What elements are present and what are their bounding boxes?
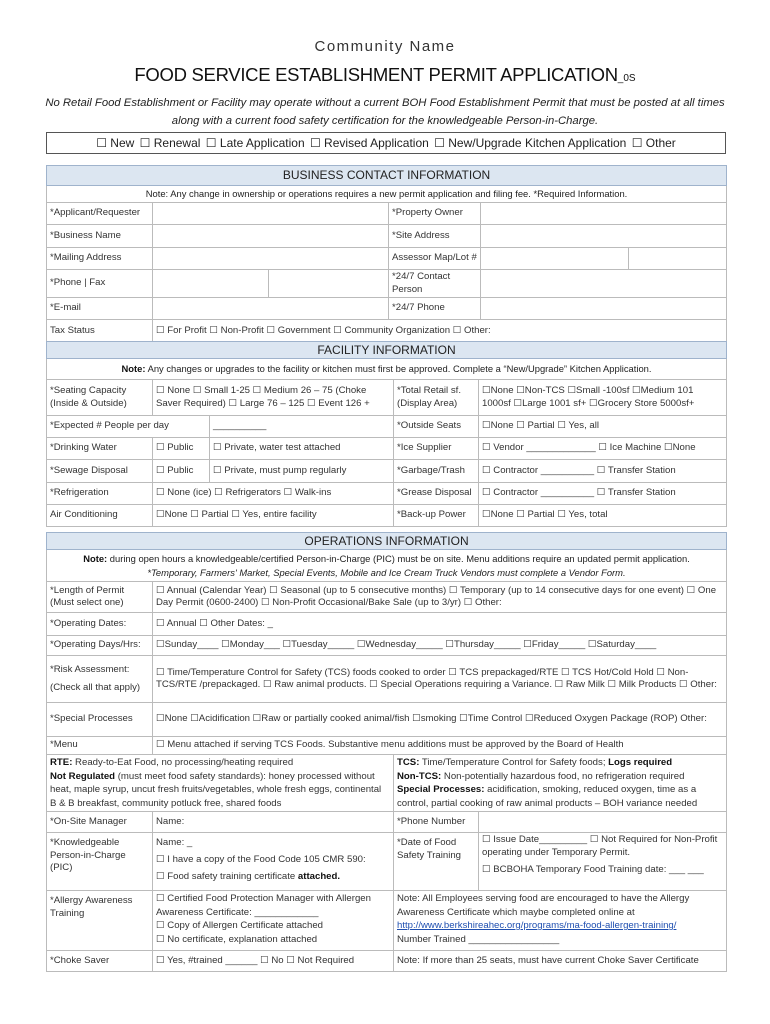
training-options	[479, 833, 727, 891]
kpic-fields	[153, 833, 394, 891]
risk-assessment-label	[47, 656, 153, 703]
assessor-field-2[interactable]	[629, 248, 727, 270]
community-name: Community Name	[314, 38, 456, 55]
not-regulated-definition: (must meet food safety standards): honey processed without heat, maple syrup, uncut fresh fruits/vegetables, whole fresh eggs, continental B & B breakfast, community potluck free, shared foods	[50, 770, 382, 809]
logs-required: Logs required	[608, 757, 673, 768]
non-tcs-definition: Non-potentially hazardous food, no refrigeration required	[441, 770, 685, 782]
tcs-term: TCS:	[397, 757, 420, 768]
garbage-label: *Garbage/Trash	[394, 460, 479, 483]
phone-number-label: *Phone Number	[394, 812, 479, 833]
special-processes-definition: acidification, smoking, reduced oxygen, time as a control, partial cooking of raw animal products – BOH variance needed	[397, 784, 698, 809]
water-public[interactable]: ☐ Public	[153, 438, 210, 460]
grease-options[interactable]: ☐ Contractor __________ ☐ Transfer Station	[479, 483, 727, 505]
app-type-renewal[interactable]: ☐ Renewal	[139, 136, 201, 150]
operations-note	[47, 550, 727, 582]
operating-dates-label: *Operating Dates:	[47, 613, 153, 636]
training-date-label: *Date of Food Safety Training	[394, 833, 479, 891]
business-contact-table	[46, 165, 727, 343]
allergy-label: *Allergy Awareness Training	[47, 891, 153, 951]
rte-term: RTE:	[50, 757, 73, 768]
retail-label: *Total Retail sf. (Display Area)	[394, 380, 479, 416]
kpic-label: *Knowledgeable Person-in-Charge (PIC)	[47, 833, 153, 891]
vendor-form-note: *Temporary, Farmers' Market, Special Events, Mobile and Ice Cream Truck Vendors must complete a Vendor Form.	[147, 566, 626, 578]
operations-note-text: during open hours a knowledgeable/certified Person-in-Charge (PIC) must be on site. Menu additions require an updated permit application.	[107, 552, 690, 564]
permit-notice: No Retail Food Establishment or Facility may operate without a current BOH Food Establishment Permit that must be posted at all times along with a current food safety certification for the knowledgeable Person-in-Charge.	[45, 97, 725, 127]
ac-label: Air Conditioning	[47, 505, 153, 527]
risk-label-line2: (Check all that apply)	[50, 682, 141, 693]
app-type-other[interactable]: ☐ Other	[631, 136, 676, 150]
operations-note-label: Note:	[83, 552, 108, 564]
property-owner-label: *Property Owner	[389, 203, 481, 225]
allergy-training-link[interactable]: http://www.berkshireahec.org/programs/ma-food-allergen-training/	[397, 920, 677, 931]
choke-saver-options[interactable]: ☐ Yes, #trained ______ ☐ No ☐ Not Required	[153, 951, 394, 972]
form-code: _0S	[617, 73, 636, 84]
risk-label-line1: *Risk Assessment:	[50, 663, 130, 675]
sewage-label: *Sewage Disposal	[47, 460, 153, 483]
assessor-label: Assessor Map/Lot #	[389, 248, 481, 270]
mailing-address-label: *Mailing Address	[47, 248, 153, 270]
people-label: *Expected # People per day	[47, 416, 210, 438]
allergy-copy[interactable]: ☐ Copy of Allergen Certificate attached	[156, 920, 323, 931]
choke-saver-note: Note: If more than 25 seats, must have current Choke Saver Certificate	[394, 951, 727, 972]
phone-247-field[interactable]	[481, 298, 727, 320]
facility-note-text: Any changes or upgrades to the facility or kitchen must first be approved. Complete a “New/Upgrade” Kitchen Application.	[145, 362, 652, 374]
permit-length-label: *Length of Permit (Must select one)	[47, 582, 153, 613]
operating-dates-options[interactable]: ☐ Annual ☐ Other Dates: _	[153, 613, 727, 636]
applicant-field[interactable]	[153, 203, 389, 225]
email-label: *E-mail	[47, 298, 153, 320]
food-safety-cert-attached: attached.	[297, 871, 341, 882]
ice-label: *Ice Supplier	[394, 438, 479, 460]
backup-options[interactable]: ☐None ☐ Partial ☐ Yes, total	[479, 505, 727, 527]
tax-status-label: Tax Status	[47, 320, 153, 343]
app-type-new-upgrade[interactable]: ☐ New/Upgrade Kitchen Application	[434, 136, 627, 150]
allergy-none[interactable]: ☐ No certificate, explanation attached	[156, 933, 318, 945]
definitions-left	[47, 755, 394, 812]
non-tcs-term: Non-TCS:	[397, 770, 442, 782]
food-safety-cert[interactable]	[156, 868, 390, 885]
applicant-label: *Applicant/Requester	[47, 203, 153, 225]
people-field[interactable]: __________	[210, 416, 394, 438]
onsite-manager-label: *On-Site Manager	[47, 812, 153, 833]
operations-table	[46, 532, 727, 972]
form-title-text: FOOD SERVICE ESTABLISHMENT PERMIT APPLICATION	[134, 64, 618, 85]
seating-options[interactable]: ☐ None ☐ Small 1-25 ☐ Medium 26 – 75 (Choke Saver Required) ☐ Large 76 – 125 ☐ Event 126 +	[153, 380, 394, 416]
backup-label: *Back-up Power	[394, 505, 479, 527]
grease-label: *Grease Disposal	[394, 483, 479, 505]
email-field[interactable]	[153, 298, 389, 320]
business-name-label: *Business Name	[47, 225, 153, 248]
facility-table	[46, 341, 727, 527]
facility-note	[47, 359, 727, 380]
not-regulated-term: Not Regulated	[50, 770, 116, 782]
app-type-new[interactable]: ☐ New	[96, 136, 135, 150]
mailing-address-field[interactable]	[153, 248, 389, 270]
outside-seats-options[interactable]: ☐None ☐ Partial ☐ Yes, all	[479, 416, 727, 438]
retail-options[interactable]: ☐None ☐Non-TCS ☐Small -100sf ☐Medium 101 1000sf ☐Large 1001 sf+ ☐Grocery Store 5000sf+	[479, 380, 727, 416]
garbage-options[interactable]: ☐ Contractor __________ ☐ Transfer Station	[479, 460, 727, 483]
rte-definition: Ready-to-Eat Food, no processing/heating required	[72, 757, 294, 768]
business-name-field[interactable]	[153, 225, 389, 248]
menu-label: *Menu	[47, 737, 153, 755]
phone-fax-label: *Phone | Fax	[47, 270, 153, 298]
phone-number-field[interactable]	[479, 812, 727, 833]
food-code-copy[interactable]: ☐ I have a copy of the Food Code 105 CMR 590:	[156, 854, 366, 865]
contact-247-field[interactable]	[481, 270, 727, 298]
facility-note-label: Note:	[121, 362, 146, 374]
outside-seats-label: *Outside Seats	[394, 416, 479, 438]
business-heading: BUSINESS CONTACT INFORMATION	[47, 166, 727, 186]
app-type-revised[interactable]: ☐ Revised Application	[309, 136, 429, 150]
food-safety-cert-text: ☐ Food safety training certificate	[156, 871, 298, 882]
phone-field[interactable]	[153, 270, 269, 298]
tax-status-options[interactable]: ☐ For Profit ☐ Non-Profit ☐ Government ☐ Community Organization ☐ Other:	[153, 320, 727, 343]
allergy-cfpm[interactable]: ☐ Certified Food Protection Manager with Allergen Awareness Certificate: ____________	[156, 893, 371, 918]
allergy-note: Note: All Employees serving food are encouraged to have the Allergy Awareness Certificate which maybe completed online at	[397, 893, 690, 918]
risk-assessment-options[interactable]: ☐ Time/Temperature Control for Safety (TCS) foods cooked to order ☐ TCS prepackaged/RTE ☐ TCS Hot/Cold Hold ☐ Non-TCS/RTE /prepackaged. ☐ Raw animal products. ☐ Special Operations requiring a Variance. ☐ Raw Milk ☐ Milk Products ☐ Other:	[153, 656, 727, 703]
menu-options[interactable]: ☐ Menu attached if serving TCS Foods. Substantive menu additions must be approved by the Board of Health	[153, 737, 727, 755]
bcboha-training[interactable]: ☐ BCBOHA Temporary Food Training date: ___ ___	[482, 864, 704, 875]
form-title	[0, 64, 770, 86]
operations-heading: OPERATIONS INFORMATION	[47, 533, 727, 550]
site-address-label: *Site Address	[389, 225, 481, 248]
kpic-name[interactable]: Name: _	[156, 837, 193, 848]
choke-saver-label: *Choke Saver	[47, 951, 153, 972]
contact-247-label: *24/7 Contact Person	[389, 270, 481, 298]
allergy-options	[153, 891, 394, 951]
water-label: *Drinking Water	[47, 438, 153, 460]
sewage-private[interactable]: ☐ Private, must pump regularly	[210, 460, 394, 483]
application-type-row	[46, 132, 726, 154]
app-type-late[interactable]: ☐ Late Application	[205, 136, 305, 150]
allergy-note-cell	[394, 891, 727, 951]
ice-options[interactable]: ☐ Vendor _____________ ☐ Ice Machine ☐None	[479, 438, 727, 460]
special-processes-options[interactable]: ☐None ☐Acidification ☐Raw or partially cooked animal/fish ☐smoking ☐Time Control ☐Reduced Oxygen Package (ROP) Other:	[153, 703, 727, 737]
ac-options[interactable]: ☐None ☐ Partial ☐ Yes, entire facility	[153, 505, 394, 527]
refrigeration-options[interactable]: ☐ None (ice) ☐ Refrigerators ☐ Walk-ins	[153, 483, 394, 505]
water-private[interactable]: ☐ Private, water test attached	[210, 438, 394, 460]
tcs-definition: Time/Temperature Control for Safety foods;	[419, 757, 609, 768]
operating-days-options[interactable]: ☐Sunday____ ☐Monday___ ☐Tuesday_____ ☐Wednesday_____ ☐Thursday_____ ☐Friday_____ ☐Saturday____	[153, 636, 727, 656]
phone-247-label: *24/7 Phone	[389, 298, 481, 320]
definitions-right	[394, 755, 727, 812]
facility-heading: FACILITY INFORMATION	[47, 342, 727, 359]
issue-date-options[interactable]: ☐ Issue Date_________ ☐ Not Required for Non-Profit operating under Temporary Permit.	[482, 834, 718, 858]
number-trained[interactable]: Number Trained _________________	[397, 933, 560, 945]
refrigeration-label: *Refrigeration	[47, 483, 153, 505]
business-note: Note: Any change in ownership or operations requires a new permit application and filing fee. *Required Information.	[47, 186, 727, 203]
property-owner-field[interactable]	[481, 203, 727, 225]
onsite-manager-name[interactable]: Name:	[153, 812, 394, 833]
operating-days-label: *Operating Days/Hrs:	[47, 636, 153, 656]
permit-length-options[interactable]: ☐ Annual (Calendar Year) ☐ Seasonal (up to 5 consecutive months) ☐ Temporary (up to 14 consecutive days for one event) ☐ One Day Permit (0600-2400) ☐ Non-Profit Occasional/Bake Sale (up to 3/yr) ☐ Other:	[153, 582, 727, 613]
special-processes-term: Special Processes:	[397, 784, 485, 795]
special-processes-label: *Special Processes	[47, 703, 153, 737]
sewage-public[interactable]: ☐ Public	[153, 460, 210, 483]
fax-field[interactable]	[269, 270, 389, 298]
assessor-field[interactable]	[481, 248, 629, 270]
site-address-field[interactable]	[481, 225, 727, 248]
seating-label: *Seating Capacity (Inside & Outside)	[47, 380, 153, 416]
